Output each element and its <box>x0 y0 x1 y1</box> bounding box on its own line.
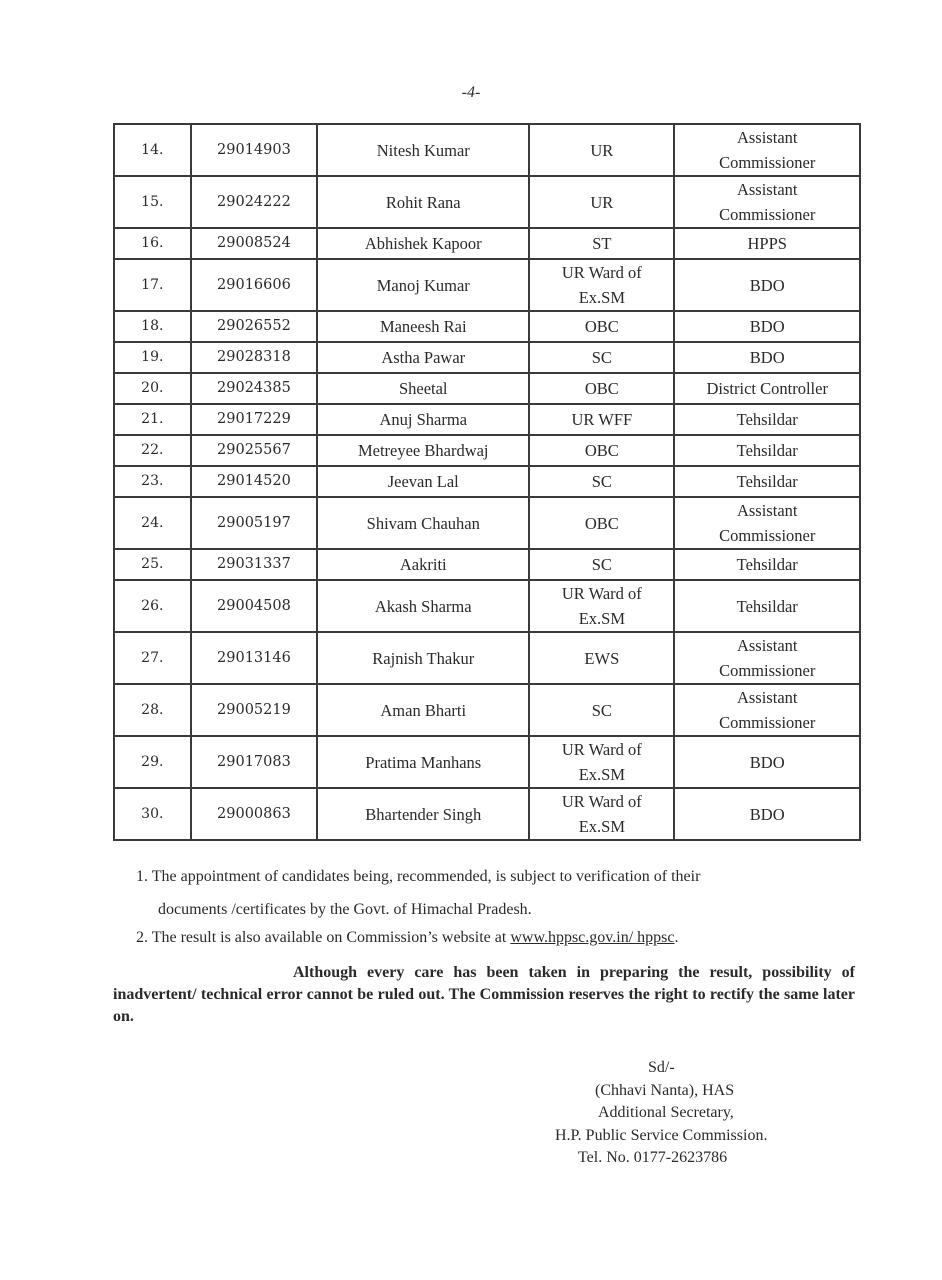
post-cell: Tehsildar <box>674 549 860 580</box>
category-cell: SC <box>529 342 674 373</box>
candidate-name-cell: Aman Bharti <box>317 684 529 736</box>
signatory-telephone: Tel. No. 0177-2623786 <box>578 1149 728 1166</box>
table-row <box>114 788 860 840</box>
candidate-name-cell: Abhishek Kapoor <box>317 228 529 259</box>
table-row <box>114 404 860 435</box>
post-cell: BDO <box>674 342 860 373</box>
serial-number-cell: 21. <box>114 404 191 435</box>
post-cell: Assistant Commissioner <box>674 632 860 684</box>
candidate-name-cell: Metreyee Bhardwaj <box>317 435 529 466</box>
table-row <box>114 497 860 549</box>
roll-number-cell: 29005197 <box>191 497 318 549</box>
serial-number-cell: 26. <box>114 580 191 632</box>
table-row <box>114 342 860 373</box>
roll-number-cell: 29004508 <box>191 580 318 632</box>
roll-number-cell: 29025567 <box>191 435 318 466</box>
table-row <box>114 176 860 228</box>
category-cell: OBC <box>529 497 674 549</box>
note-2-text: 2. The result is also available on Commission’s website at <box>136 929 511 946</box>
category-cell: OBC <box>529 435 674 466</box>
signature-sd: Sd/- <box>648 1059 675 1076</box>
serial-number-cell: 24. <box>114 497 191 549</box>
serial-number-cell: 23. <box>114 466 191 497</box>
note-2-end: . <box>674 929 679 946</box>
category-cell: UR Ward of Ex.SM <box>529 788 674 840</box>
roll-number-cell: 29014520 <box>191 466 318 497</box>
candidate-name-cell: Anuj Sharma <box>317 404 529 435</box>
candidate-name-cell: Nitesh Kumar <box>317 124 529 176</box>
results-table <box>113 123 861 841</box>
post-cell: Assistant Commissioner <box>674 176 860 228</box>
candidate-name-cell: Astha Pawar <box>317 342 529 373</box>
serial-number-cell: 14. <box>114 124 191 176</box>
table-row <box>114 466 860 497</box>
table-row <box>114 259 860 311</box>
candidate-name-cell: Rajnish Thakur <box>317 632 529 684</box>
table-row <box>114 311 860 342</box>
category-cell: EWS <box>529 632 674 684</box>
candidate-name-cell: Bhartender Singh <box>317 788 529 840</box>
candidate-name-cell: Rohit Rana <box>317 176 529 228</box>
table-row <box>114 124 860 176</box>
post-cell: Tehsildar <box>674 580 860 632</box>
roll-number-cell: 29008524 <box>191 228 318 259</box>
table-row <box>114 228 860 259</box>
roll-number-cell: 29024222 <box>191 176 318 228</box>
signatory-name: (Chhavi Nanta), HAS <box>595 1081 735 1099</box>
signatory-organization: H.P. Public Service Commission. <box>555 1126 768 1144</box>
candidate-name-cell: Pratima Manhans <box>317 736 529 788</box>
post-cell: Tehsildar <box>674 435 860 466</box>
roll-number-cell: 29024385 <box>191 373 318 404</box>
category-cell: UR <box>529 124 674 176</box>
table-row <box>114 684 860 736</box>
post-cell: BDO <box>674 788 860 840</box>
serial-number-cell: 19. <box>114 342 191 373</box>
note-1-line-2: documents /certificates by the Govt. of Himachal Pradesh. <box>158 901 532 918</box>
serial-number-cell: 18. <box>114 311 191 342</box>
roll-number-cell: 29014903 <box>191 124 318 176</box>
post-cell: Assistant Commissioner <box>674 684 860 736</box>
serial-number-cell: 28. <box>114 684 191 736</box>
serial-number-cell: 25. <box>114 549 191 580</box>
category-cell: UR Ward of Ex.SM <box>529 259 674 311</box>
post-cell: BDO <box>674 259 860 311</box>
category-cell: SC <box>529 549 674 580</box>
table-row <box>114 373 860 404</box>
category-cell: ST <box>529 228 674 259</box>
post-cell: BDO <box>674 736 860 788</box>
table-row <box>114 549 860 580</box>
table-row <box>114 632 860 684</box>
serial-number-cell: 20. <box>114 373 191 404</box>
serial-number-cell: 30. <box>114 788 191 840</box>
roll-number-cell: 29028318 <box>191 342 318 373</box>
roll-number-cell: 29016606 <box>191 259 318 311</box>
post-cell: Assistant Commissioner <box>674 124 860 176</box>
roll-number-cell: 29017083 <box>191 736 318 788</box>
serial-number-cell: 27. <box>114 632 191 684</box>
page-number: -4- <box>461 84 481 101</box>
note-1-line-1: 1. The appointment of candidates being, recommended, is subject to verification of their <box>136 868 701 885</box>
serial-number-cell: 16. <box>114 228 191 259</box>
roll-number-cell: 29017229 <box>191 404 318 435</box>
note-1 <box>136 860 856 926</box>
candidate-name-cell: Jeevan Lal <box>317 466 529 497</box>
candidate-name-cell: Maneesh Rai <box>317 311 529 342</box>
notes-section <box>136 860 856 950</box>
post-cell: Assistant Commissioner <box>674 497 860 549</box>
table-row <box>114 736 860 788</box>
roll-number-cell: 29026552 <box>191 311 318 342</box>
post-cell: Tehsildar <box>674 466 860 497</box>
website-link[interactable]: www.hppsc.gov.in/ hppsc <box>510 929 675 946</box>
category-cell: UR Ward of Ex.SM <box>529 736 674 788</box>
candidate-name-cell: Sheetal <box>317 373 529 404</box>
serial-number-cell: 22. <box>114 435 191 466</box>
serial-number-cell: 17. <box>114 259 191 311</box>
candidate-name-cell: Manoj Kumar <box>317 259 529 311</box>
table-row <box>114 580 860 632</box>
candidate-name-cell: Shivam Chauhan <box>317 497 529 549</box>
roll-number-cell: 29013146 <box>191 632 318 684</box>
signatory-designation: Additional Secretary, <box>598 1104 734 1121</box>
category-cell: UR <box>529 176 674 228</box>
post-cell: BDO <box>674 311 860 342</box>
table-row <box>114 435 860 466</box>
category-cell: OBC <box>529 311 674 342</box>
category-cell: OBC <box>529 373 674 404</box>
category-cell: UR WFF <box>529 404 674 435</box>
post-cell: Tehsildar <box>674 404 860 435</box>
category-cell: UR Ward of Ex.SM <box>529 580 674 632</box>
serial-number-cell: 15. <box>114 176 191 228</box>
candidate-name-cell: Akash Sharma <box>317 580 529 632</box>
serial-number-cell: 29. <box>114 736 191 788</box>
post-cell: HPPS <box>674 228 860 259</box>
note-2 <box>136 926 856 950</box>
category-cell: SC <box>529 684 674 736</box>
signature-block <box>540 1057 840 1170</box>
disclaimer: Although every care has been taken in preparing the result, possibility of inadvertent/ technical error cannot be ruled out. The Commission reserves the right to rectify the same later on. <box>113 964 855 1025</box>
post-cell: District Controller <box>674 373 860 404</box>
category-cell: SC <box>529 466 674 497</box>
roll-number-cell: 29000863 <box>191 788 318 840</box>
candidate-name-cell: Aakriti <box>317 549 529 580</box>
roll-number-cell: 29005219 <box>191 684 318 736</box>
roll-number-cell: 29031337 <box>191 549 318 580</box>
